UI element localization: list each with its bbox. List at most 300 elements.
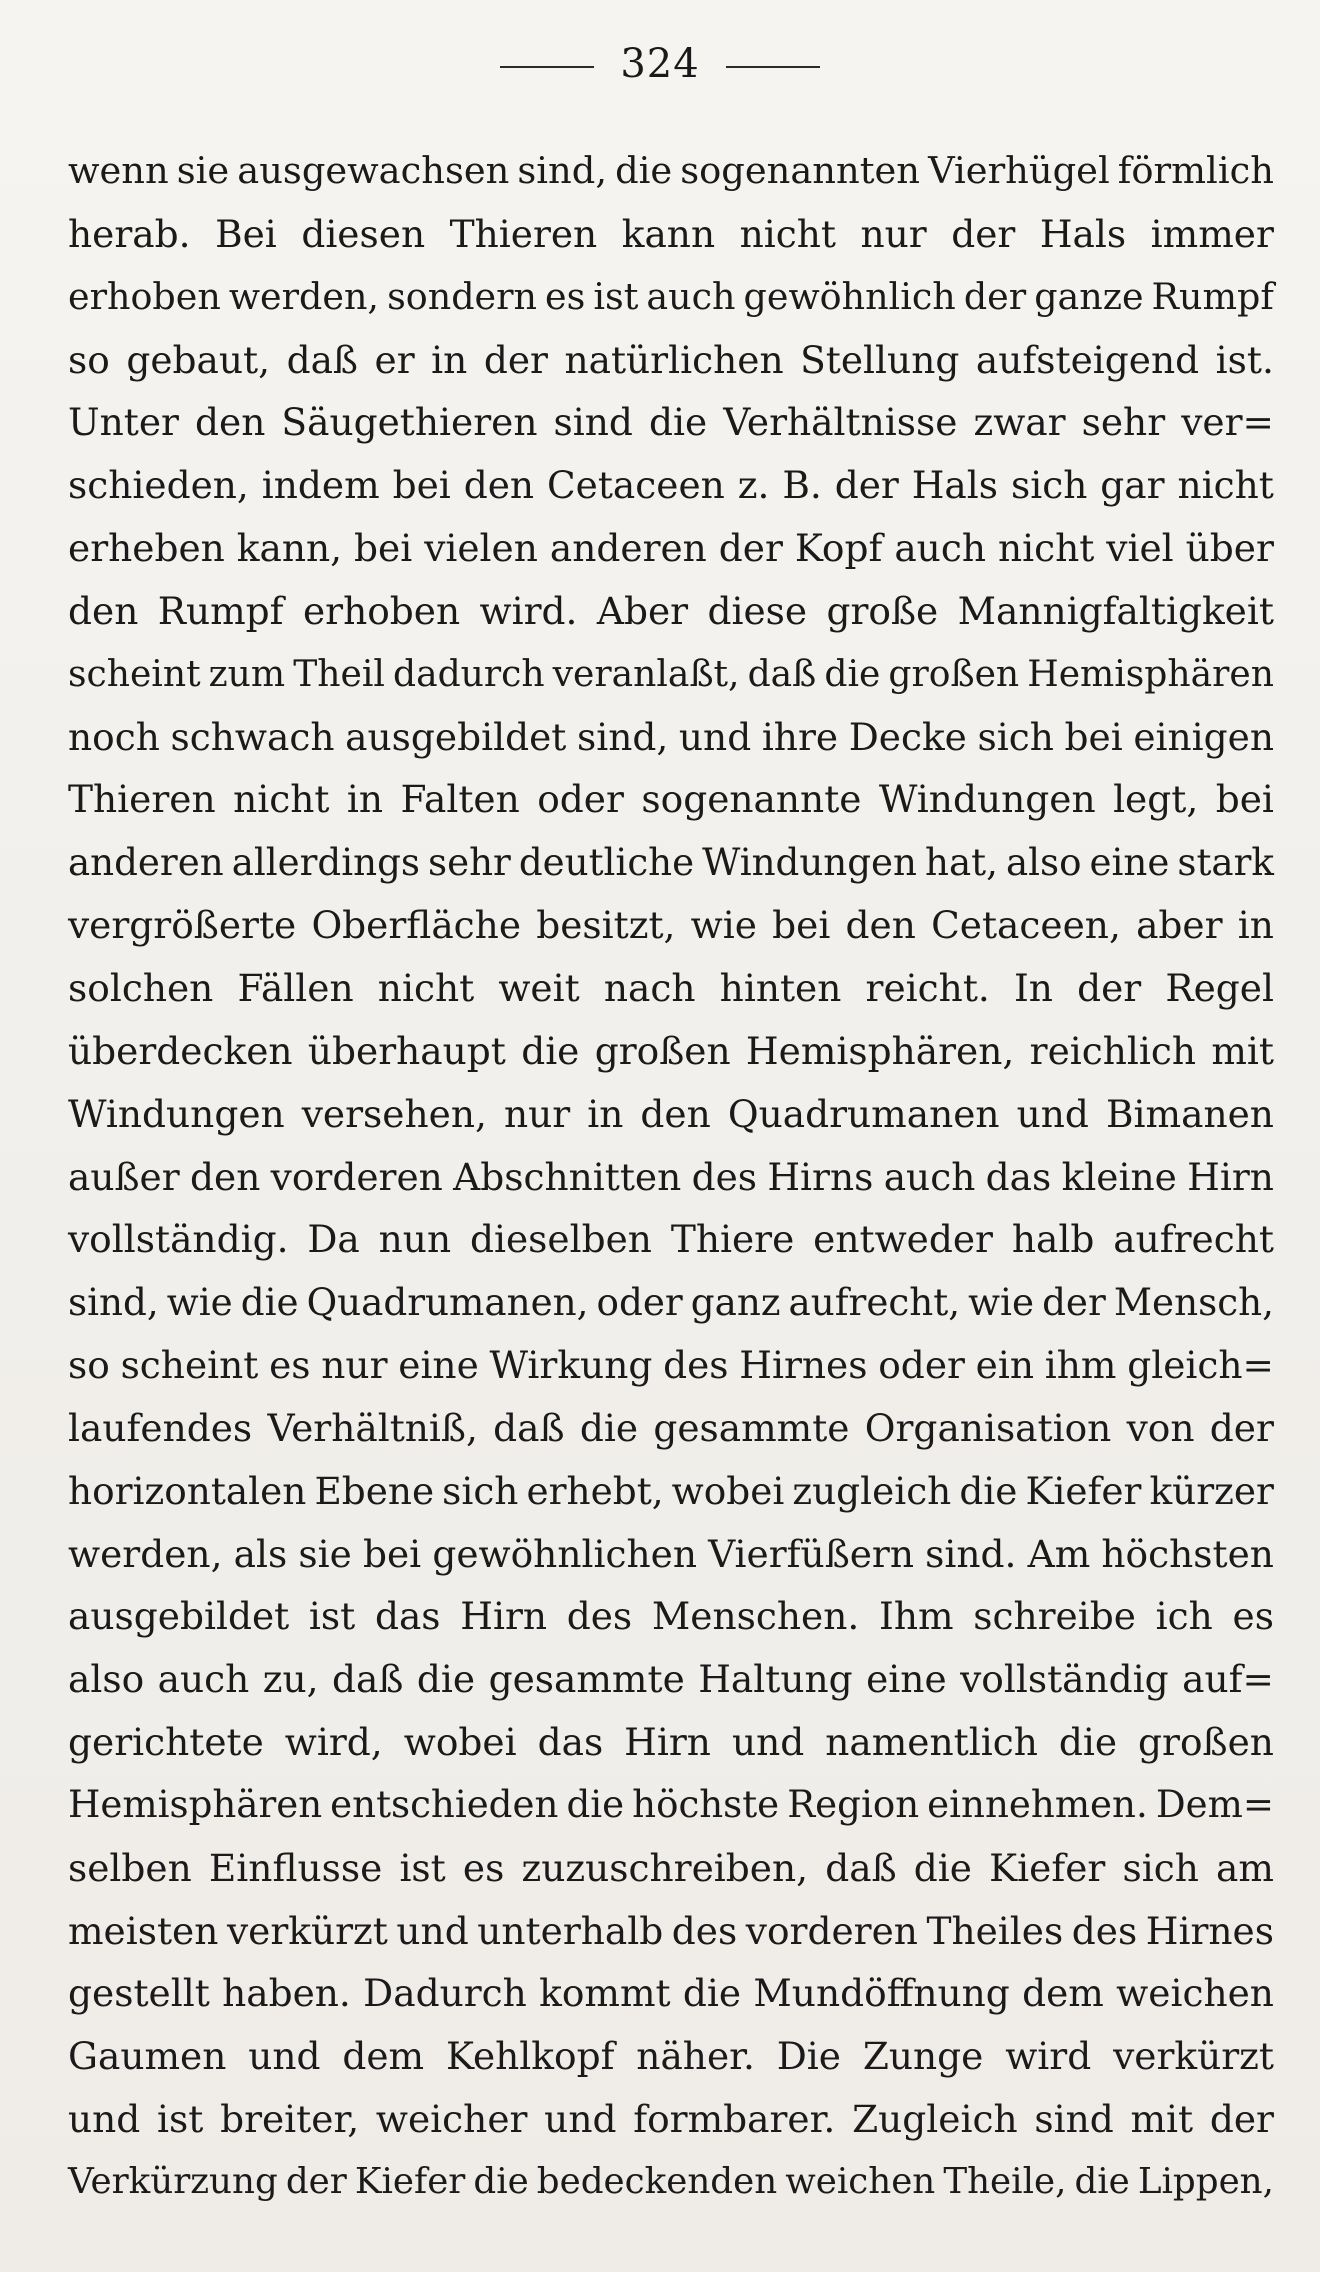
word: und: [248, 2034, 321, 2079]
word: das: [985, 1154, 1052, 1199]
word: Kiefer: [989, 1845, 1106, 1890]
text-line: [68, 831, 1274, 894]
word: Dadurch: [363, 1971, 527, 2016]
word: schreibe: [973, 1594, 1136, 1639]
word: des: [671, 1908, 738, 1953]
word: nur: [503, 1091, 571, 1136]
word: Cetaceen: [546, 463, 725, 508]
word: Säugethieren: [281, 400, 538, 445]
word: zuzuschreiben,: [521, 1845, 809, 1890]
text-line: [68, 894, 1274, 957]
word: so: [68, 337, 110, 382]
word: die: [913, 1845, 972, 1890]
word: Ebene: [314, 1468, 435, 1513]
word: oder: [537, 777, 624, 822]
word: Windungen: [878, 777, 1096, 822]
word: Quadrumanen,: [306, 1280, 589, 1325]
word: Kiefer: [1025, 1468, 1142, 1513]
word: zugleich: [792, 1468, 952, 1513]
word: Hirnes: [739, 1343, 868, 1388]
text-line: [68, 1900, 1274, 1963]
word: Da: [307, 1217, 360, 1262]
word: weit: [498, 965, 580, 1010]
word: die: [615, 149, 673, 192]
word: es: [545, 274, 586, 318]
word: bei: [392, 463, 451, 508]
word: anderen: [549, 526, 707, 571]
word: ist: [157, 2097, 204, 2142]
word: veranlaßt,: [552, 652, 740, 695]
word: ihm: [1044, 1343, 1117, 1388]
word: am: [1216, 1845, 1274, 1890]
word: es: [462, 1845, 505, 1890]
word: verkürzt: [226, 1908, 388, 1953]
word: die: [682, 1971, 742, 2016]
word: werden,: [68, 1531, 223, 1576]
text-line: [68, 1774, 1274, 1837]
word: entschieden: [330, 1782, 559, 1826]
word: Theiles: [926, 1908, 1064, 1953]
word: dem: [342, 2034, 425, 2079]
word: selben: [68, 1845, 192, 1890]
word: und: [396, 1908, 469, 1953]
word: die: [416, 1657, 476, 1702]
word: den: [640, 1091, 711, 1136]
word: so: [68, 1343, 110, 1388]
word: gebaut,: [126, 337, 271, 382]
text-line: [68, 517, 1274, 580]
word: den: [68, 588, 139, 633]
word: Hirn: [624, 1720, 711, 1765]
word: vielen: [424, 526, 538, 571]
word: Quadrumanen: [727, 1091, 1000, 1136]
word: Theile,: [943, 2161, 1067, 2202]
word: diese: [707, 588, 808, 633]
word: Hemisphären: [68, 1782, 323, 1826]
word: in: [431, 337, 468, 382]
word: auch: [883, 1154, 976, 1199]
word: Vierhügel: [928, 149, 1110, 192]
word: des: [1071, 1908, 1138, 1953]
text-line: [68, 1334, 1274, 1397]
word: Kehlkopf: [445, 2034, 615, 2079]
text-line: [68, 1271, 1274, 1334]
word: den: [195, 400, 266, 445]
word: erhebt,: [526, 1468, 664, 1513]
text-line: [68, 1648, 1274, 1711]
text-line: [68, 706, 1274, 769]
word: Mundöffnung: [753, 1971, 1010, 2016]
word: Mensch,: [1113, 1280, 1274, 1325]
word: wobei: [403, 1720, 517, 1765]
word: Thiere: [670, 1217, 795, 1262]
word: Wirkung: [489, 1343, 653, 1388]
word: den: [463, 463, 535, 508]
word: Hemisphären: [1027, 652, 1274, 695]
word: einigen: [1133, 714, 1274, 759]
word: Rumpf: [157, 588, 284, 633]
word: sind,: [68, 1280, 159, 1325]
text-line: [68, 2025, 1274, 2088]
word: die: [579, 1405, 639, 1450]
word: Regel: [1165, 965, 1274, 1010]
word: der: [1209, 1405, 1274, 1450]
text-line: [68, 203, 1274, 266]
word: nur: [860, 211, 927, 256]
word: also: [68, 1657, 145, 1702]
word: Organisation: [864, 1405, 1112, 1450]
word: gerichtete: [68, 1720, 264, 1765]
text-line: [68, 1962, 1274, 2025]
word: ist: [593, 274, 639, 318]
word: Hirn: [1187, 1154, 1274, 1199]
word: anderen: [68, 840, 224, 885]
word: bei: [1064, 714, 1123, 759]
word: bei: [354, 526, 413, 571]
word: erhoben: [68, 274, 221, 318]
text-line: [68, 1083, 1274, 1146]
page-number: 324: [620, 41, 700, 87]
word: sogenannte: [641, 777, 862, 822]
word: sie: [176, 149, 230, 192]
word: Lippen,: [1137, 2161, 1274, 2202]
word: stark: [1177, 840, 1274, 885]
word: reichlich: [1029, 1028, 1197, 1073]
word: in: [346, 777, 384, 822]
word: entweder: [813, 1217, 993, 1262]
word: daß: [332, 1657, 404, 1702]
word: vollständig.: [68, 1217, 289, 1262]
word: Kopf: [794, 526, 883, 571]
word: scheint: [68, 652, 201, 695]
word: B.: [782, 463, 822, 508]
word: auch: [894, 526, 986, 571]
word: daß: [286, 337, 358, 382]
word: bei: [1215, 777, 1274, 822]
word: scheint: [120, 1343, 259, 1388]
word: sich: [1122, 1845, 1199, 1890]
word: sie: [298, 1531, 352, 1576]
word: mit: [1211, 1028, 1274, 1073]
word: die: [824, 652, 881, 695]
word: Unter: [68, 400, 179, 445]
word: also: [1005, 840, 1082, 885]
word: Menschen.: [651, 1594, 860, 1639]
word: näher.: [636, 2034, 755, 2079]
word: dieselben: [469, 1217, 652, 1262]
word: Verhältnisse: [723, 400, 958, 445]
text-line: [68, 580, 1274, 643]
word: großen: [888, 652, 1020, 695]
word: wird: [1005, 2034, 1092, 2079]
word: der: [285, 2161, 347, 2202]
word: gleich=: [1127, 1343, 1274, 1388]
word: ganz: [690, 1280, 781, 1325]
word: sehr: [1081, 400, 1166, 445]
word: nur: [321, 1343, 388, 1388]
word: wie: [968, 1280, 1035, 1325]
word: über: [1185, 526, 1274, 571]
word: Rumpf: [1151, 274, 1274, 318]
word: Thieren: [449, 211, 598, 256]
word: wird,: [284, 1720, 383, 1765]
word: weichen: [1116, 1971, 1274, 2016]
word: die: [648, 400, 708, 445]
word: Stellung: [800, 337, 960, 382]
word: verkürzt: [1113, 2034, 1274, 2079]
word: hat,: [925, 840, 998, 885]
word: der: [951, 211, 1016, 256]
word: aufrecht: [1113, 1217, 1274, 1262]
word: als: [233, 1531, 288, 1576]
word: und: [68, 2097, 141, 2142]
text-line: [68, 1020, 1274, 1083]
word: halb: [1011, 1217, 1095, 1262]
word: der: [963, 274, 1027, 318]
word: einnehmen.: [927, 1782, 1148, 1826]
word: überdecken: [68, 1028, 293, 1073]
word: Dem=: [1155, 1782, 1274, 1826]
word: und: [544, 2097, 617, 2142]
word: legt,: [1113, 777, 1199, 822]
word: wenn: [68, 149, 169, 192]
word: kürzer: [1149, 1468, 1274, 1513]
word: der: [834, 463, 899, 508]
body-text: [68, 140, 1274, 2214]
word: daß: [747, 652, 817, 695]
text-line: [68, 454, 1274, 517]
word: in: [587, 1091, 624, 1136]
word: bei: [772, 903, 831, 948]
word: große: [826, 588, 939, 633]
header-rule-left: [500, 66, 594, 68]
word: vorderen: [745, 1908, 918, 1953]
word: zu,: [262, 1657, 319, 1702]
word: mit: [1130, 2097, 1194, 2142]
word: wird.: [479, 588, 578, 633]
word: Falten: [400, 777, 520, 822]
word: in: [1237, 903, 1274, 948]
word: sondern: [387, 274, 538, 318]
word: auch: [157, 1657, 250, 1702]
word: wobei: [671, 1468, 785, 1513]
word: kommt: [539, 1971, 671, 2016]
text-line: [68, 329, 1274, 392]
word: nicht: [997, 526, 1095, 571]
word: noch: [68, 714, 160, 759]
word: Verhältniß,: [267, 1405, 478, 1450]
word: aufrecht,: [788, 1280, 961, 1325]
word: unterhalb: [477, 1908, 664, 1953]
word: der: [718, 526, 783, 571]
word: gesammte: [488, 1657, 685, 1702]
word: diesen: [301, 211, 426, 256]
text-line: [68, 1711, 1274, 1774]
word: ganze: [1034, 274, 1144, 318]
word: gesammte: [653, 1405, 850, 1450]
word: nicht: [1177, 463, 1274, 508]
word: solchen: [68, 965, 214, 1010]
word: Bimanen: [1105, 1091, 1274, 1136]
page-header: [0, 38, 1320, 90]
word: nach: [603, 965, 696, 1010]
word: er: [374, 337, 415, 382]
word: die: [473, 2161, 529, 2202]
word: sich: [442, 1468, 519, 1513]
word: und: [731, 1720, 805, 1765]
word: sind: [1034, 2097, 1114, 2142]
word: hinten: [719, 965, 842, 1010]
word: daß: [825, 1845, 897, 1890]
word: nun: [378, 1217, 452, 1262]
word: aufsteigend: [975, 337, 1200, 382]
word: nicht: [739, 211, 836, 256]
word: erheben: [68, 526, 225, 571]
word: sehr: [427, 840, 511, 885]
word: werden,: [228, 274, 380, 318]
word: aber: [1136, 903, 1223, 948]
word: z.: [737, 463, 770, 508]
word: höchste: [632, 1782, 780, 1826]
word: horizontalen: [68, 1468, 307, 1513]
word: gar: [1100, 463, 1165, 508]
word: nicht: [377, 965, 475, 1010]
word: Fällen: [237, 965, 354, 1010]
text-line: [68, 1523, 1274, 1586]
word: daß: [493, 1405, 565, 1450]
word: Ihm: [879, 1594, 954, 1639]
word: förmlich: [1117, 149, 1274, 192]
word: Kiefer: [354, 2161, 466, 2202]
word: die: [1058, 1720, 1118, 1765]
word: allerdings: [231, 840, 420, 885]
word: höchsten: [1101, 1531, 1274, 1576]
word: Hals: [1039, 211, 1127, 256]
word: Oberfläche: [311, 903, 522, 948]
word: Verkürzung: [68, 2161, 278, 2202]
header-rule-right: [726, 66, 820, 68]
word: sind,: [576, 714, 669, 759]
word: auf=: [1182, 1657, 1274, 1702]
word: ausgebildet: [68, 1594, 290, 1639]
word: eine: [866, 1657, 947, 1702]
word: Thieren: [68, 777, 216, 822]
word: überhaupt: [307, 1028, 506, 1073]
word: kann: [621, 211, 716, 256]
word: Hemisphären,: [745, 1028, 1015, 1073]
text-line: [68, 1837, 1274, 1900]
word: die: [240, 1280, 299, 1325]
text-line: [68, 1208, 1274, 1271]
text-line: [68, 768, 1274, 831]
word: gewöhnlichen: [432, 1531, 697, 1576]
word: eine: [398, 1343, 479, 1388]
word: die: [959, 1468, 1018, 1513]
word: schieden,: [68, 463, 249, 508]
word: immer: [1150, 211, 1274, 256]
word: eine: [1089, 840, 1170, 885]
word: wie: [690, 903, 757, 948]
word: dem: [1022, 1971, 1104, 2016]
word: gewöhnlich: [743, 274, 956, 318]
word: großen: [594, 1028, 731, 1073]
text-line: [68, 1146, 1274, 1209]
word: reicht.: [865, 965, 990, 1010]
text-line: [68, 1397, 1274, 1460]
text-line: [68, 643, 1274, 706]
word: nicht: [233, 777, 330, 822]
word: laufendes: [68, 1405, 253, 1450]
word: ausgebildet: [345, 714, 567, 759]
word: der: [1077, 965, 1142, 1010]
word: Am: [1027, 1531, 1091, 1576]
word: des: [566, 1594, 633, 1639]
word: Gaumen: [68, 2034, 227, 2079]
word: und: [678, 714, 752, 759]
word: Die: [776, 2034, 841, 2079]
text-line: [68, 1585, 1274, 1648]
word: den: [845, 903, 916, 948]
text-line: [68, 957, 1274, 1020]
word: Haltung: [698, 1657, 853, 1702]
word: zum: [208, 652, 286, 695]
word: Einflusse: [208, 1845, 383, 1890]
word: sind,: [517, 149, 608, 192]
word: des: [663, 1343, 729, 1388]
word: sich: [1010, 463, 1088, 508]
word: vollständig: [960, 1657, 1169, 1702]
word: sind: [553, 400, 633, 445]
word: ist.: [1215, 337, 1274, 382]
word: außer: [68, 1154, 180, 1199]
word: breiter,: [220, 2097, 360, 2142]
word: großen: [1138, 1720, 1274, 1765]
text-line: [68, 391, 1274, 454]
word: deutliche: [518, 840, 695, 885]
word: auch: [646, 274, 736, 318]
word: dadurch: [392, 652, 545, 695]
word: des: [691, 1154, 758, 1199]
word: ver=: [1181, 400, 1274, 445]
word: bei: [362, 1531, 422, 1576]
word: ist: [399, 1845, 446, 1890]
word: formbarer.: [633, 2097, 836, 2142]
text-line: [68, 2088, 1274, 2151]
word: Hals: [911, 463, 999, 508]
word: In: [1013, 965, 1053, 1010]
word: es: [269, 1343, 311, 1388]
word: Bei: [215, 211, 277, 256]
word: Zugleich: [852, 2097, 1018, 2142]
word: Mannigfaltigkeit: [957, 588, 1274, 633]
word: Theil: [293, 652, 385, 695]
word: Hirnes: [1145, 1908, 1274, 1953]
word: ausgewachsen: [237, 149, 510, 192]
word: weichen: [785, 2161, 936, 2202]
word: Abschnitten: [453, 1154, 682, 1199]
word: und: [1016, 1091, 1089, 1136]
word: besitzt,: [536, 903, 676, 948]
word: vergrößerte: [68, 903, 297, 948]
word: oder: [596, 1280, 683, 1325]
word: viel: [1106, 526, 1174, 571]
word: es: [1232, 1594, 1274, 1639]
word: meisten: [68, 1908, 219, 1953]
word: ich: [1155, 1594, 1213, 1639]
word: Hirn: [460, 1594, 548, 1639]
word: Region: [787, 1782, 920, 1826]
word: kleine: [1061, 1154, 1177, 1199]
